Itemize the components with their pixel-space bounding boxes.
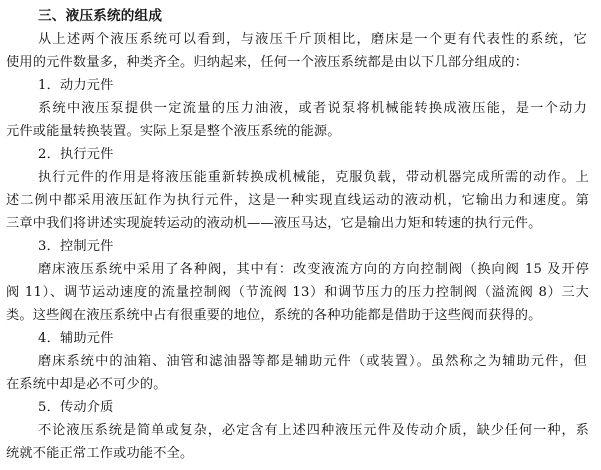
item-medium-line-1: 不论液压系统是简单或复杂，必定含有上述四种液压元件及传动介质，缺少任何一种，系 (38, 423, 589, 438)
item-heading-actuator: 2．执行元件 (38, 147, 114, 162)
item-control-line-1: 磨床液压系统中采用了各种阀，其中有：改变液流方向的方向控制阀（换向阀 15 及开停 (38, 262, 589, 277)
item-heading-medium: 5．传动介质 (38, 400, 114, 415)
item-actuator-line-3: 三章中我们将讲述实现旋转运动的液动机——液压马达，它是输出力矩和转速的执行元件。 (6, 216, 542, 231)
item-auxiliary-line-1: 磨床系统中的油箱、油管和滤油器等都是辅助元件（或装置）。虽然称之为辅助元件，但 (38, 354, 587, 369)
item-heading-auxiliary: 4．辅助元件 (38, 331, 114, 346)
item-control-line-3: 类。这些阀在液压系统中占有很重要的地位，系统的各种功能都是借助于这些阀而获得的。 (6, 308, 542, 323)
item-actuator-line-2: 述二例中都采用液压缸作为执行元件，这是一种实现直线运动的液动机，它输出力和速度。第 (6, 193, 589, 208)
item-control-line-2: 阀 11）、调节运动速度的流量控制阀（节流阀 13）和调节压力的压力控制阀（溢流阀 8）三大 (6, 285, 589, 300)
item-power-line-1: 系统中液压泵提供一定流量的压力油液，或者说泵将机械能转换成液压能，是一个动力 (38, 101, 587, 116)
intro-line-1: 从上述两个液压系统可以看到，与液压千斤顶相比，磨床是一个更有代表性的系统，它 (38, 32, 587, 47)
item-auxiliary-line-2: 在系统中却是必不可少的。 (6, 377, 167, 392)
item-heading-control: 3．控制元件 (38, 239, 114, 254)
item-power-line-2: 元件或能量转换装置。实际上泵是整个液压系统的能源。 (6, 124, 341, 139)
item-heading-power: 1．动力元件 (38, 78, 114, 93)
item-actuator-line-1: 执行元件的作用是将液压能重新转换成机械能，克服负载，带动机器完成所需的动作。上 (38, 170, 589, 185)
section-title: 三、液压系统的组成 (38, 8, 163, 24)
item-medium-line-2: 统就不能正常工作或功能不全。 (6, 446, 194, 461)
intro-line-2: 使用的元件数量多，种类齐全。归纳起来，任何一个液压系统都是由以下几部分组成的： (6, 55, 529, 70)
